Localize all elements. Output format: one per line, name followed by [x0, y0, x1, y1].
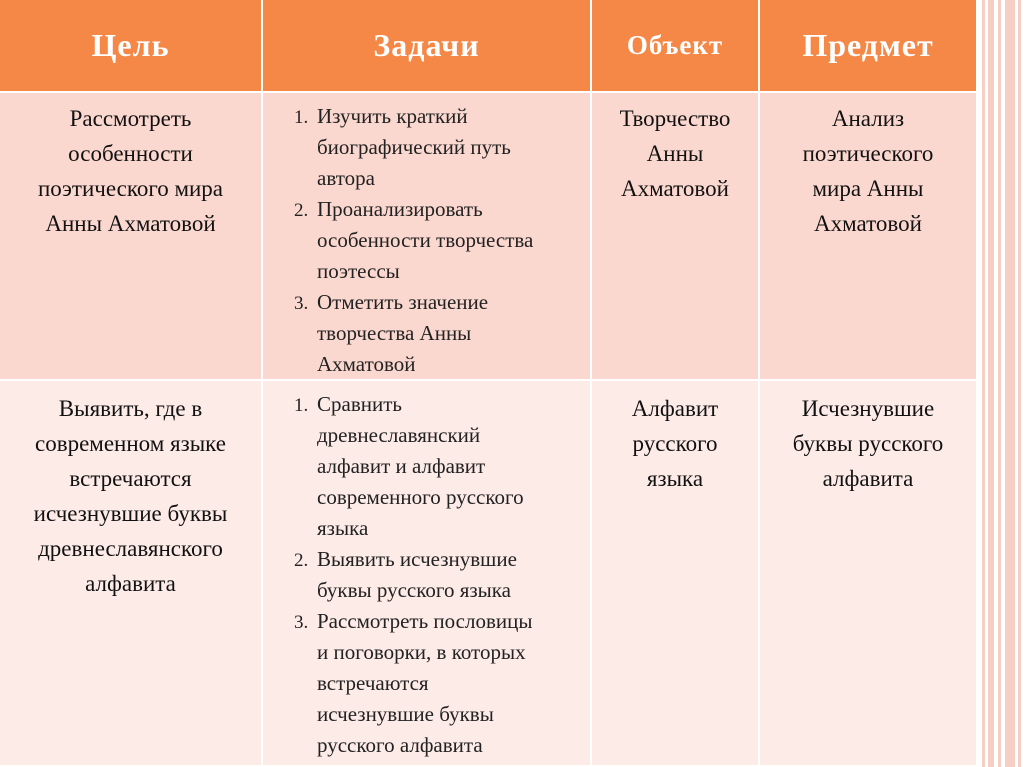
- row1-goal: Рассмотреть особенности поэтического мира Анны Ахматовой: [37, 106, 224, 236]
- header-object: [592, 0, 760, 93]
- header-tasks-label: Задачи: [373, 27, 480, 63]
- row1-goal-cell: [0, 93, 263, 381]
- row1-object-cell: [592, 93, 760, 381]
- row2-subject-cell: [760, 381, 976, 767]
- row1-tasks-cell: [263, 93, 592, 381]
- row1-object: Творчество Анны Ахматовой: [619, 106, 731, 201]
- row1-subject: Анализ поэтического мира Анны Ахматовой: [802, 106, 934, 236]
- row1-subject-cell: [760, 93, 976, 381]
- row1-task-1: 1. Изучить краткий биографический путь автора: [313, 101, 582, 194]
- row2-tasks-cell: [263, 381, 592, 767]
- row2-task-3: 3. Рассмотреть пословицы и поговорки, в которых встречаются исчезнувшие буквы русского алфавита: [313, 606, 582, 761]
- row2-task-1: 1. Сравнить древнеславянский алфавит и алфавит современного русского языка: [313, 389, 582, 544]
- row1-task-3: 3. Отметить значение творчества Анны Ахматовой: [313, 287, 582, 380]
- header-subject-label: Предмет: [802, 27, 934, 63]
- row1-task-2: 2. Проанализировать особенности творчества поэтессы: [313, 194, 582, 287]
- header-object-label: Объект: [626, 30, 724, 60]
- header-subject: [760, 0, 976, 93]
- row2-task-2: 2. Выявить исчезнувшие буквы русского языка: [313, 544, 582, 606]
- header-goal-label: Цель: [91, 27, 170, 63]
- row2-goal-cell: [0, 381, 263, 767]
- row2-subject: Исчезнувшие буквы русского алфавита: [792, 396, 944, 491]
- row1-task-list: [263, 93, 590, 380]
- row2-object: Алфавит русского языка: [631, 396, 719, 491]
- row2-object-cell: [592, 381, 760, 767]
- row2-goal: Выявить, где в современном языке встречаются исчезнувшие буквы древнеславянского алфавита: [33, 396, 228, 596]
- header-goal: [0, 0, 263, 93]
- row2-task-list: [263, 381, 590, 761]
- header-tasks: [263, 0, 592, 93]
- decorative-stripes: [976, 0, 1024, 767]
